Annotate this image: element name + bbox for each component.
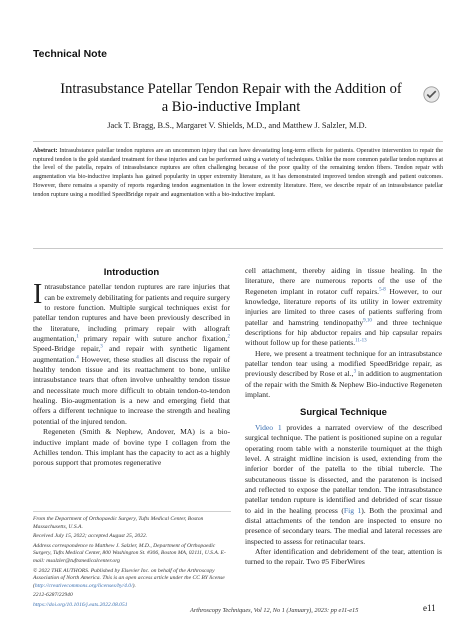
abstract-text: Intrasubstance patellar tendon ruptures are an uncommon injury that can have devastating long-term effects for patients. Operative intervention to repair the ruptured tendon is the gold standard treatment for these injuries and can be performed using a variety of techniques. Unlike the more common patellar tendon ruptures at the level of the patella, repairs of intrasubstance ruptures are often challenging because of the poor quality of the remaining tendon fibers. Tendon repair with augmentation via bio-inductive implants has gained popularity in upper extremity literature, as it has demonstrated improved tendon strength and patient outcomes. However, there remains a sparsity of reports regarding tendon augmentation in the lower extremity literature. Here, we describe repair of an intrasubstance patellar tendon rupture using a modified SpeedBridge repair and augmentation with a bio-inductive implant.: [33, 148, 443, 198]
abstract-label: Abstract:: [33, 148, 58, 154]
article-title: Intrasubstance Patellar Tendon Repair with the Addition of a Bio-inductive Implant: [60, 81, 402, 115]
surgical-technique-heading: Surgical Technique: [300, 407, 387, 419]
footnote: From the Department of Orthopaedic Surgery, Tufts Medical Center, Boston Massachusetts, U.S.A. Received July 15, 2022; accepted August 25, 2022. Address correspondence to Matthew J. Salzler, M.D., Department of Orthopaedic Surgery, Tufts Medical Center, 800 Washington St. #306, Boston MA, 02111, U.S.A. E-mail: msalzler@tuftsmedicalcenter.org © 2022 THE AUTHORS. Published by Elsevier Inc. on behalf of the Arthroscopy Association of North America. This is an open access article under the CC BY license (http://creativecommons.org/licenses/by/4.0/). 2212-6287/22940 https://doi.org/10.1016/j.eats.2022.08.051: [33, 516, 231, 612]
drop-cap: I: [33, 279, 43, 311]
citation-link[interactable]: 5-8: [379, 287, 386, 293]
citation-link[interactable]: 4: [76, 355, 79, 361]
introduction-heading: Introduction: [103, 267, 160, 278]
citation-link[interactable]: 3: [100, 344, 103, 350]
figure-link[interactable]: Fig 1: [343, 505, 362, 515]
page-number: e11: [423, 603, 436, 613]
right-paragraph-3: Video 1 provides a narrated overview of the described surgical technique. The patient is positioned supine on a regular operating room table with a nonsterile tourniquet at the thigh level. A straight midline incision is used, extending from the inferior border of the patella to the tibial tubercle. The subcutaneous tissue is dissected, and the paratenon is incised and reflected to expose the patellar tendon. The intrasubstance patellar tendon rupture is identified and debrided of scar tissue to aid in the healing process (Fig 1). Both the proximal and distal attachments of the tendon are inspected to ensure no presence of secondary tears. The medial and lateral recesses are inspected to assess for retinacular tears.: [245, 422, 443, 546]
right-column: [245, 266, 442, 568]
abstract-top-divider: [33, 141, 443, 142]
citation-link[interactable]: 3: [353, 369, 357, 375]
license-link[interactable]: http://creativecommons.org/licenses/by/4.0/: [34, 582, 133, 589]
right-paragraph-1: cell attachment, thereby aiding in tissue healing. In the literature, there are numerous reports of the use of the Regeneten implant in rotator cuff repairs.$^{5-8}$ However, to our knowledge, literature reports of its utility in lower extremity injuries are limited to three cases of patients suffering from patellar and hamstring tendinopathy$^{9,10}$ and three technique descriptions for hip abductor repairs and hip capsular repairs without follow up for these patients.$^{11-13}$: [245, 266, 442, 348]
right-paragraph-4: After identification and debridement of the tear, attention is turned to the repair. Two #5 FiberWires: [245, 546, 442, 567]
citation-link[interactable]: 1: [76, 334, 79, 340]
footnote-divider: [33, 511, 231, 512]
citation-link[interactable]: 11-13: [355, 338, 367, 344]
journal-citation: Arthroscopy Techniques, Vol 12, No 1 (January), 2023: pp e11-e15: [190, 607, 359, 614]
doi-link[interactable]: https://doi.org/10.1016/j.eats.2022.08.051: [33, 601, 128, 608]
citation-link[interactable]: 9,10: [363, 318, 372, 324]
citation-link[interactable]: 2: [227, 334, 230, 340]
right-paragraph-2: Here, we present a treatment technique for an intrasubstance patellar tendon tear using a modified SpeedBridge repair, as previously described by Rose et al.,$^3$ in addition to augmentation of the repair with the Smith & Nephew Bio-inductive Regeneten implant.: [245, 348, 442, 400]
check-for-updates-icon[interactable]: [423, 86, 440, 103]
abstract: [33, 147, 443, 199]
video-link[interactable]: Video 1: [255, 422, 282, 432]
article-type-label: Technical Note: [33, 48, 107, 60]
abstract-bottom-divider: [33, 248, 443, 249]
intro-paragraph-1: Intrasubstance patellar tendon ruptures are rare injuries that can be extremely debilitating for patients and require surgery to restore function. Multiple surgical techniques exist for patellar tendon ruptures and have been previously described in the literature, including primary repair with allograft augmentation,$^1$ primary repair with suture anchor fixation,$^2$ Speed-Bridge repair,$^3$ and repair with synthetic ligament augmentation.$^4$ However, these studies all discuss the repair of healthy tendon tissue and its reattachment to bone, unlike intrasubstance tears that often involve unhealthy tendon tissue and necessitate much more difficult to obtain tendon-to-tendon healing. Bio-augmentation is a new and emerging field that offers a different technique to increase the strength and healing potential of the injured tendon.: [33, 279, 231, 426]
intro-paragraph-2: Regeneten (Smith & Nephew, Andover, MA) is a bio-inductive implant made of bovine type I collagen from the Achilles tendon. This implant has the capacity to act as a highly porous support that promotes regenerative: [33, 427, 230, 468]
left-column: [33, 268, 230, 469]
author-list: Jack T. Bragg, B.S., Margaret V. Shields, M.D., and Matthew J. Salzler, M.D.: [107, 121, 367, 130]
